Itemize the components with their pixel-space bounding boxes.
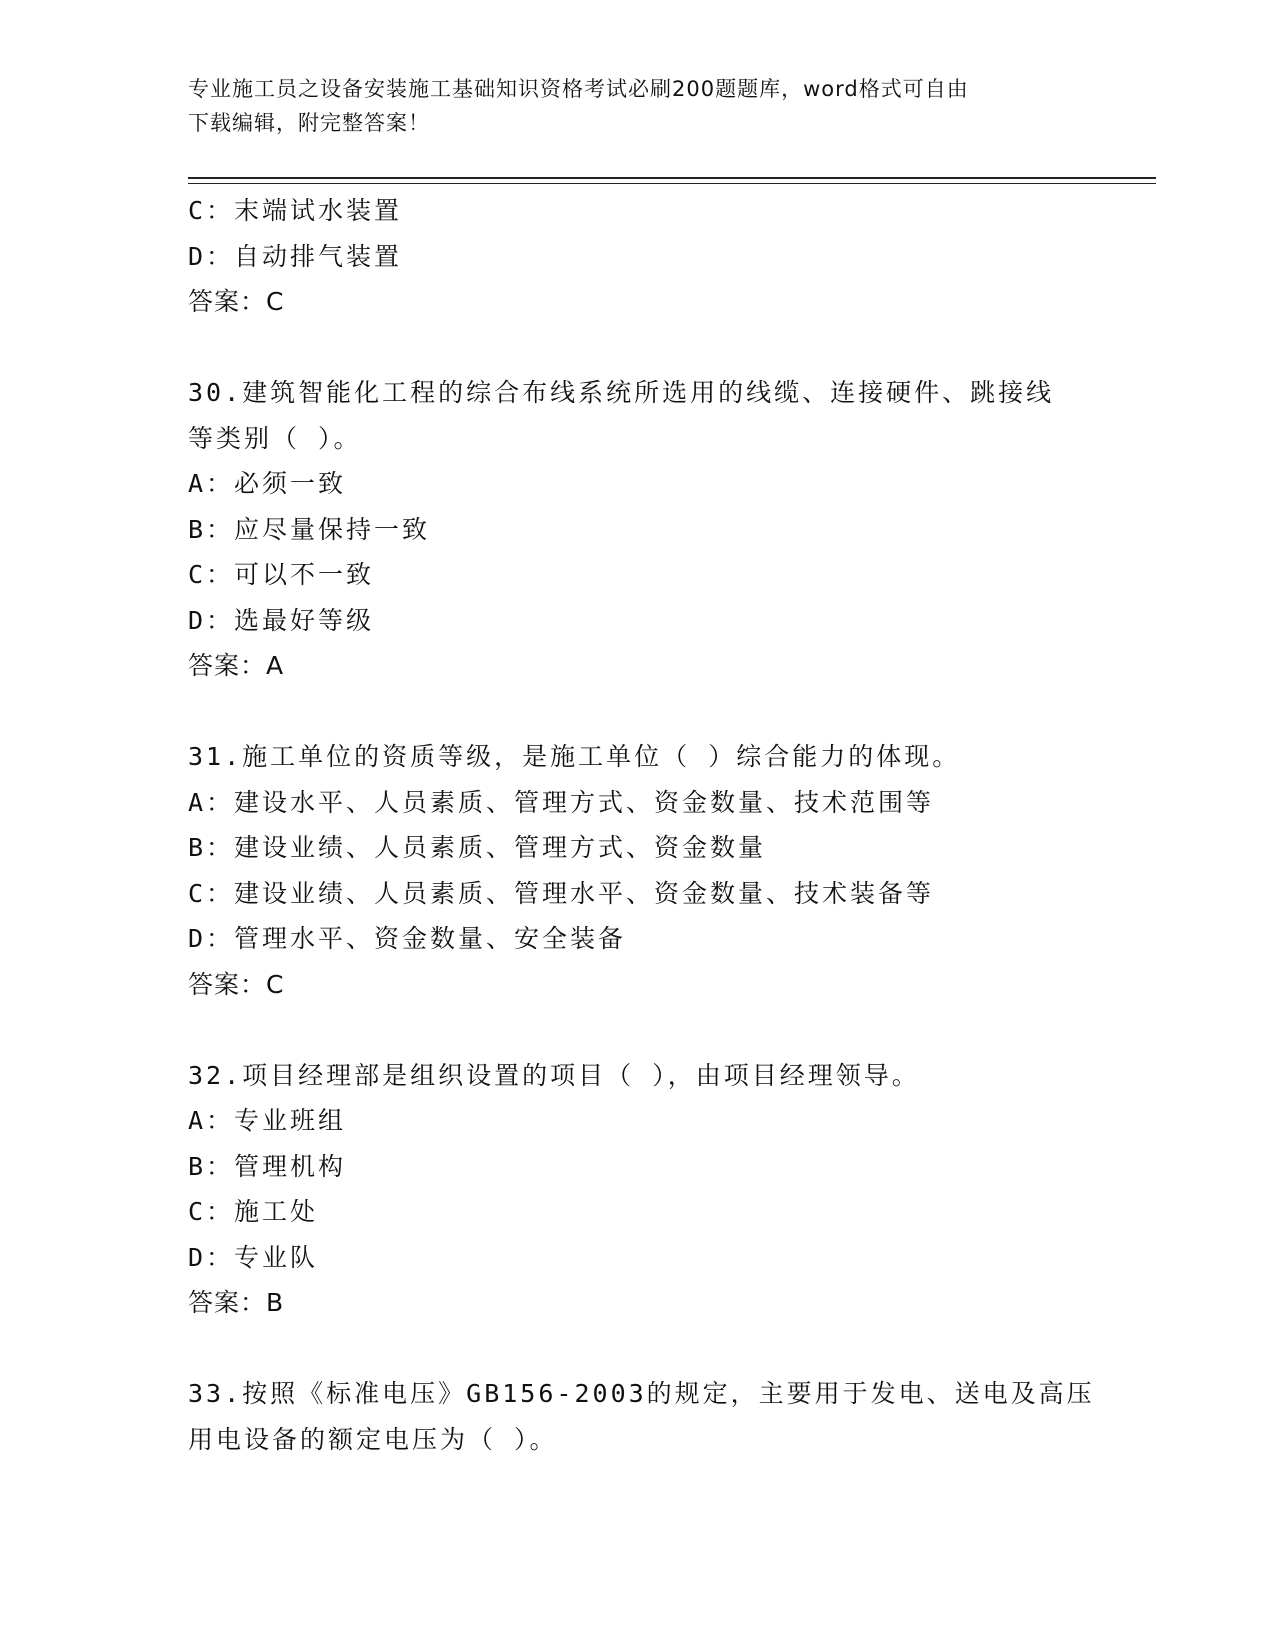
question-text: 31.施工单位的资质等级，是施工单位（ ）综合能力的体现。 [188, 742, 961, 771]
header-rule-thick [188, 177, 1156, 179]
option-d: D：选最好等级 [188, 605, 375, 635]
option-b: B：应尽量保持一致 [188, 514, 431, 544]
option-c: C：建设业绩、人员素质、管理水平、资金数量、技术装备等 [188, 878, 935, 908]
question-32 [188, 1053, 1128, 1326]
option-a: A：建设水平、人员素质、管理方式、资金数量、技术范围等 [188, 787, 935, 817]
header-line-1: 专业施工员之设备安装施工基础知识资格考试必刷200题题库，word格式可自由 [188, 77, 969, 101]
option-a: A：必须一致 [188, 469, 347, 498]
option-b: B：管理机构 [188, 1151, 347, 1181]
spacer [188, 1326, 1128, 1372]
option-d: D：专业队 [188, 1242, 319, 1272]
option-d: D：管理水平、资金数量、安全装备 [188, 924, 627, 953]
question-text-cont: 等类别（ ）。 [188, 423, 362, 453]
answer: 答案：C [188, 969, 285, 999]
option-b: B：建设业绩、人员素质、管理方式、资金数量 [188, 833, 767, 862]
question-text: 32.项目经理部是组织设置的项目（ ），由项目经理领导。 [188, 1060, 920, 1090]
spacer [188, 689, 1128, 735]
header-line-2: 下载编辑，附完整答案！ [188, 111, 430, 135]
prev-answer: 答案：C [188, 287, 285, 316]
spacer [188, 325, 1128, 371]
option-c: C：施工处 [188, 1197, 319, 1226]
header-rule-thin [188, 183, 1156, 184]
question-text: 33.按照《标准电压》GB156-2003的规定，主要用于发电、送电及高压 [188, 1379, 1095, 1408]
option-c: C：可以不一致 [188, 560, 375, 589]
spacer [188, 1007, 1128, 1053]
question-text: 30.建筑智能化工程的综合布线系统所选用的线缆、连接硬件、跳接线 [188, 378, 1055, 407]
question-33 [188, 1371, 1128, 1462]
question-content [188, 188, 1128, 1462]
question-31 [188, 734, 1128, 1007]
question-text-cont: 用电设备的额定电压为（ ）。 [188, 1424, 558, 1454]
answer: 答案：B [188, 1288, 285, 1317]
prev-option-d: D：自动排气装置 [188, 241, 403, 271]
answer: 答案：A [188, 651, 285, 680]
option-a: A：专业班组 [188, 1106, 347, 1135]
question-30 [188, 370, 1128, 689]
prev-option-c: C：末端试水装置 [188, 196, 403, 225]
page-header [188, 72, 1088, 140]
